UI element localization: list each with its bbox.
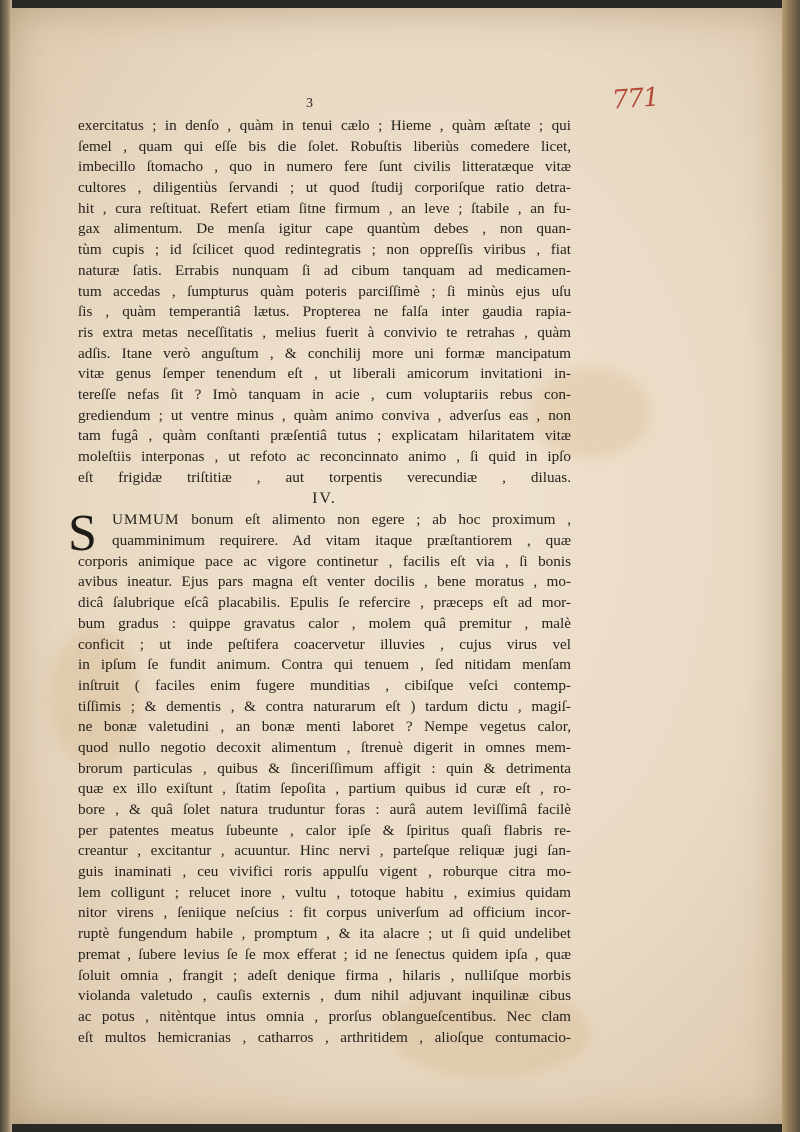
text-line: imbecillo ſtomacho , quo in numero fere ſunt civilis litteratæque vitæ bbox=[78, 158, 571, 176]
text-line: ac potus , nitèntque intus omnia , prorſus oblangueſcentibus. Nec clam bbox=[78, 1007, 571, 1025]
section-iv bbox=[68, 505, 571, 1048]
page-number: 3 bbox=[306, 96, 313, 111]
paragraph-top bbox=[78, 116, 571, 488]
text-line: guis inaminati , ceu vivifici roris appulſu vigent , roburque citra mo- bbox=[78, 863, 571, 881]
text-line: exercitatus ; in denſo , quàm in tenui cælo ; Hieme , quàm æſtate ; qui bbox=[78, 117, 571, 134]
text-line: naturæ ſatis. Errabis nunquam ſi ad cibum tanquam ad medicamen- bbox=[78, 261, 571, 279]
text-line: ſemel , quam qui eſſe bis die ſolet. Robuſtis liberiùs comedere licet, bbox=[78, 137, 571, 155]
text-line: conficit ; ut inde peſtifera coacervetur illuvies , cujus virus vel bbox=[78, 635, 571, 653]
text-line: brorum particulas , quibus & ſinceriſſimum affigit : quin & detrimenta bbox=[78, 759, 571, 777]
text-line: quæ ex illo exiſtunt , ſtatim ſepoſita , partium quibus id curæ eſt , ro- bbox=[78, 780, 571, 798]
text-line: grediendum ; ut ventre minus , quàm animo conviva , adverſus eas , non bbox=[78, 406, 571, 424]
text-line: ris extra metas neceſſitatis , melius fuerit à convivio te retrahas , quàm bbox=[78, 323, 571, 341]
text-line: ſoluit omnia , frangit ; adeſt denique firma , hilaris , nulliſque morbis bbox=[78, 966, 571, 984]
text-line-rest: bonum eſt alimento non egere ; ab hoc proximum , bbox=[191, 511, 571, 529]
text-line: creantur , excitantur , acuuntur. Hinc nervi , parteſque reliquæ jugi ſan- bbox=[78, 842, 571, 860]
section-heading: IV. bbox=[312, 490, 337, 508]
text-line: eſt multos hemicranias , catharros , arthritidem , alioſque contumacio- bbox=[78, 1028, 571, 1046]
text-line: tùm cupis ; id ſcilicet quod redintegratis ; non oppreſſis viribus , fiat bbox=[78, 241, 571, 259]
text-line: inſtruit ( faciles enim fugere munditias , cibiſque veſci contemp- bbox=[78, 676, 571, 694]
text-line: gax alimentum. De menſa igitur cape quantùm debes , non quan- bbox=[78, 220, 571, 238]
section-lines bbox=[78, 552, 571, 1049]
handwritten-folio-number: 771 bbox=[611, 82, 660, 116]
text-line: tiſſimis ; & dementis , & contra naturarum eſt ) tardum dictu , magiſ- bbox=[78, 697, 571, 715]
text-line: corporis animique pace ac vigore continetur , facilis eſt via , ſi bonis bbox=[78, 552, 571, 570]
text-line: quod nullo negotio decoxit alimentum , ſtrenuè digerit in omnes mem- bbox=[78, 738, 571, 756]
text-line: tereſſe nefas ſit ? Imò tanquam in acie , cum voluptariis rebus con- bbox=[78, 385, 571, 403]
text-line: hit , cura reſtituat. Refert etiam ſitne firmum , an leve ; ſtabile , an fu- bbox=[78, 199, 571, 217]
text-line: in ipſum ſe fundit animum. Contra qui tenuem , ſed nitidam menſam bbox=[78, 656, 571, 674]
text-line: quamminimum requirere. Ad vitam itaque præſtantiorem , quæ bbox=[112, 532, 571, 550]
text-line bbox=[78, 510, 571, 531]
text-line: tam fugâ , quàm conſtanti præſentiâ tutus ; explicatam hilaritatem vitæ bbox=[78, 427, 571, 445]
text-line: avibus ineatur. Ejus pars magna eſt venter docilis , bene moratus , mo- bbox=[78, 573, 571, 591]
text-line: tum accedas , ſumpturus quàm poteris parciſſimè ; ſi minùs ejus uſu bbox=[78, 282, 571, 300]
text-line: violanda valetudo , cauſis externis , dum nihil adjuvant inquilinæ cibus bbox=[78, 987, 571, 1005]
text-line: lem colligunt ; relucet inore , vultu , totoque habitu , eximius quidam bbox=[78, 883, 571, 901]
text-line: premat , ſubere levius ſe ſe mox efferat ; id ne ſenectus quidem ipſa , quæ bbox=[78, 945, 571, 963]
text-line: bum gradus : quippe gravatus calor , molem quâ premitur , malè bbox=[78, 614, 571, 632]
drop-capital: S bbox=[68, 505, 97, 563]
text-line: moleſtiis interponas , ut refoto ac reconcinnato animo , ſi quid in ipſo bbox=[78, 448, 571, 465]
text-line: adſis. Itane verò anguſtum , & conchilij more uni formæ mancipatum bbox=[78, 344, 571, 362]
text-line: ne bonæ valetudini , an bonæ menti laboret ? Nempe vegetus calor, bbox=[78, 718, 571, 736]
text-line: bore , & quâ ſolet natura truduntur foras : aurâ autem leviſſimâ facilè bbox=[78, 801, 571, 818]
fore-edge bbox=[782, 0, 800, 1132]
text-line: cultores , diligentiùs ſervandi ; ut quod ſtudij corporiſque ratio detra- bbox=[78, 179, 571, 197]
lead-in-word: UMMUM bbox=[112, 511, 180, 529]
text-line: per patentes meatus ſubeunte , calor ipſe & ſpiritus quaſi flabris re- bbox=[78, 821, 571, 839]
text-line: vitæ genus ſemper tenendum eſt , ut liberali amicorum invitationi in- bbox=[78, 365, 571, 383]
text-line: eſt frigidæ triſtitiæ , aut torpentis verecundiæ , diluas. bbox=[78, 468, 571, 486]
body-text bbox=[68, 116, 571, 1048]
text-line: nitor virens , ſeniique neſcius : fit corpus univerſum ad officium incor- bbox=[78, 904, 571, 922]
text-line: dicâ ſalubrique eſcâ placabilis. Epulis ſe refercire , præceps eſt ad mor- bbox=[78, 594, 571, 612]
text-line: ſis , quàm temperantiâ lætus. Propterea ne falſa inter gaudia rapia- bbox=[78, 303, 571, 321]
text-line: ruptè fungendum habile , promptum , & ita alacre ; ut ſi quid undelibet bbox=[78, 925, 571, 943]
